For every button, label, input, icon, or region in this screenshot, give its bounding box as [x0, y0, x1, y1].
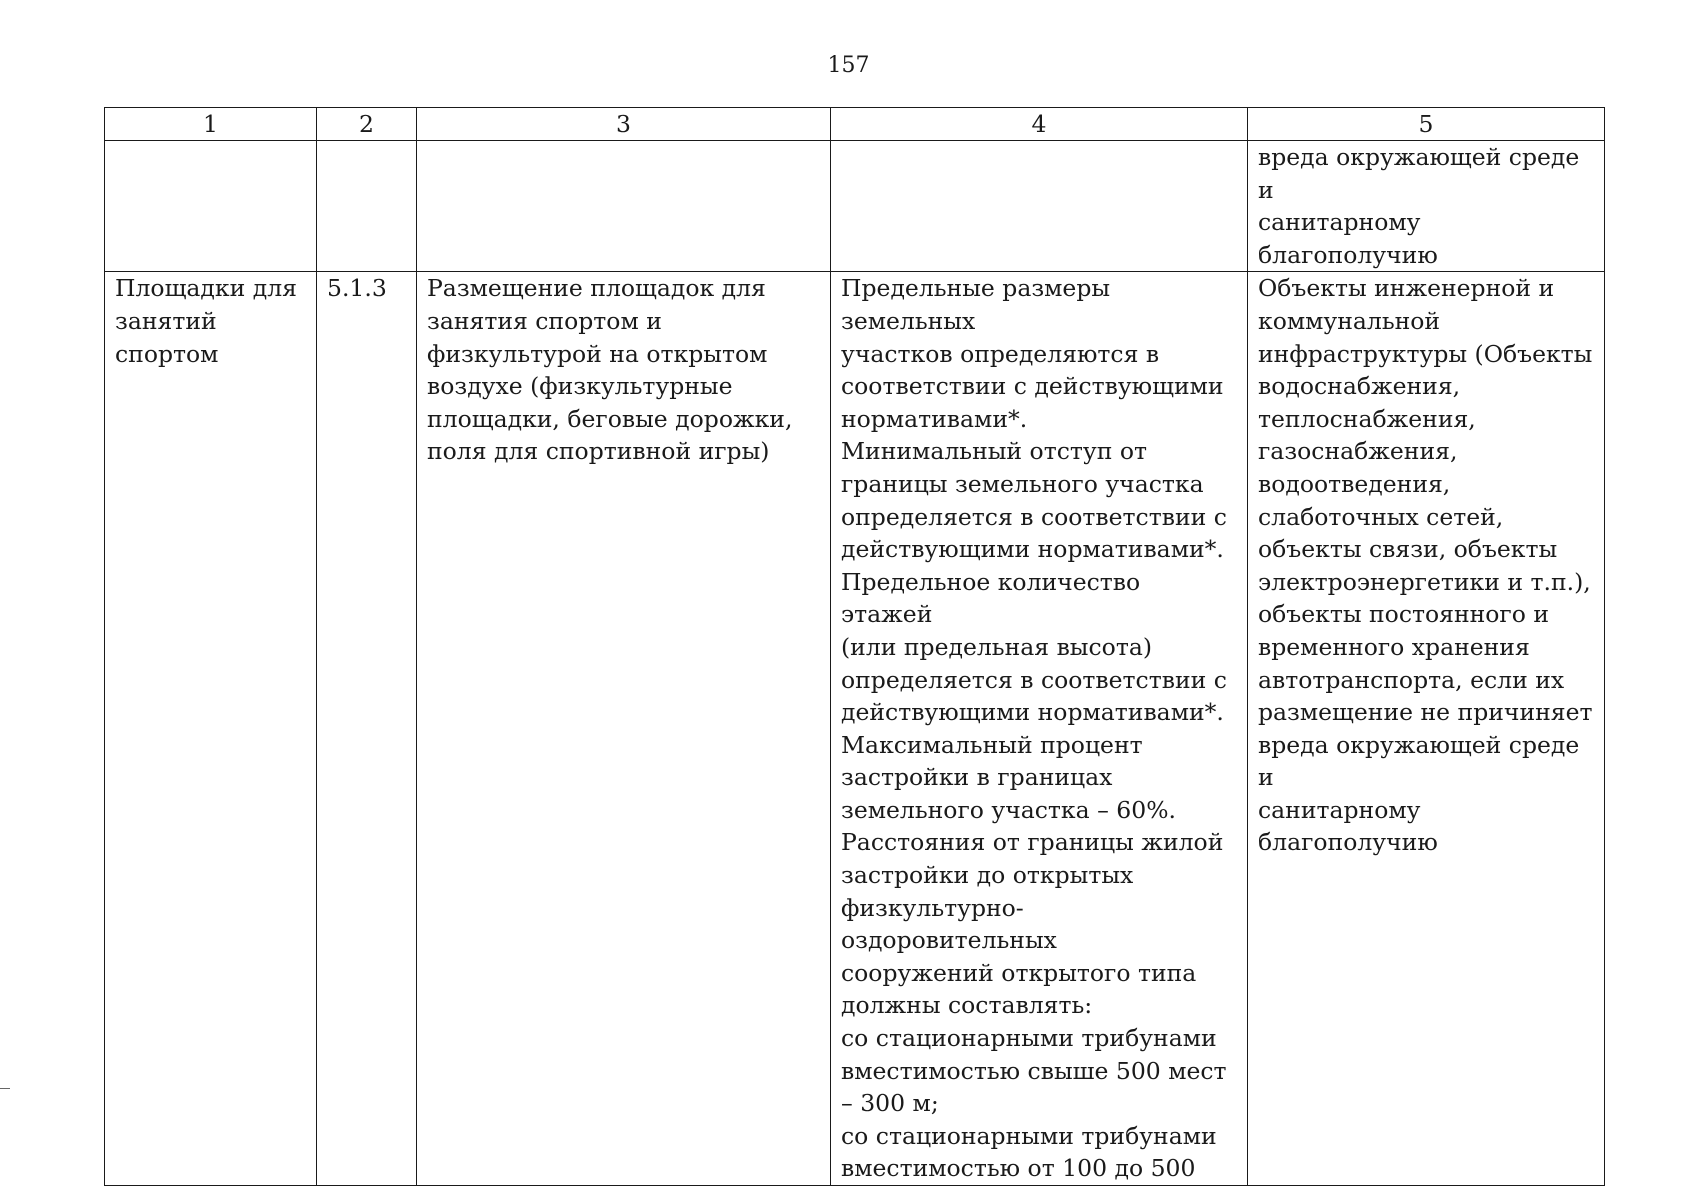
column-number-row	[105, 108, 1605, 141]
table-row	[105, 272, 1605, 1186]
auxiliary-uses-cell: Объекты инженерной и коммунальной инфраструктуры (Объекты водоснабжения, теплоснабжения, газоснабжения, водоотведения, слаботочных сетей, объекты связи, объекты электроэнергетики и т.п.), объекты постоянного и временного хранения автотранспорта, если их размещение не причиняет вреда окружающей среде и санитарному благополучию	[1248, 272, 1605, 1186]
page-number: 157	[827, 53, 870, 78]
column-number-1: 1	[105, 108, 317, 141]
column-number-5: 5	[1248, 108, 1605, 141]
land-use-description-cell: Размещение площадок для занятия спортом и физкультурой на открытом воздухе (физкультурные площадки, беговые дорожки, поля для спортивной игры)	[417, 272, 831, 1186]
continuation-cell-4	[831, 141, 1248, 272]
column-number-2: 2	[317, 108, 417, 141]
parameters-cell: Предельные размеры земельных участков определяются в соответствии с действующими нормативами*. Минимальный отступ от границы земельного участка определяется в соответствии с действующими нормативами*. Предельное количество этажей (или предельная высота) определяется в соответствии с действующими нормативами*. Максимальный процент застройки в границах земельного участка – 60%. Расстояния от границы жилой застройки до открытых физкультурно-оздоровительных сооружений открытого типа должны составлять: со стационарными трибунами вместимостью свыше 500 мест – 300 м; со стационарными трибунами вместимостью от 100 до 500	[831, 272, 1248, 1186]
column-number-3: 3	[417, 108, 831, 141]
regulations-table	[104, 107, 1605, 1186]
continuation-cell-1	[105, 141, 317, 272]
continuation-cell-2	[317, 141, 417, 272]
land-use-name-cell: Площадки для занятий спортом	[105, 272, 317, 1186]
continuation-row	[105, 141, 1605, 272]
continuation-cell-3	[417, 141, 831, 272]
column-number-4: 4	[831, 108, 1248, 141]
scan-margin-mark	[0, 1088, 10, 1089]
land-use-code-cell: 5.1.3	[317, 272, 417, 1186]
continuation-cell-5: вреда окружающей среде и санитарному благополучию	[1248, 141, 1605, 272]
